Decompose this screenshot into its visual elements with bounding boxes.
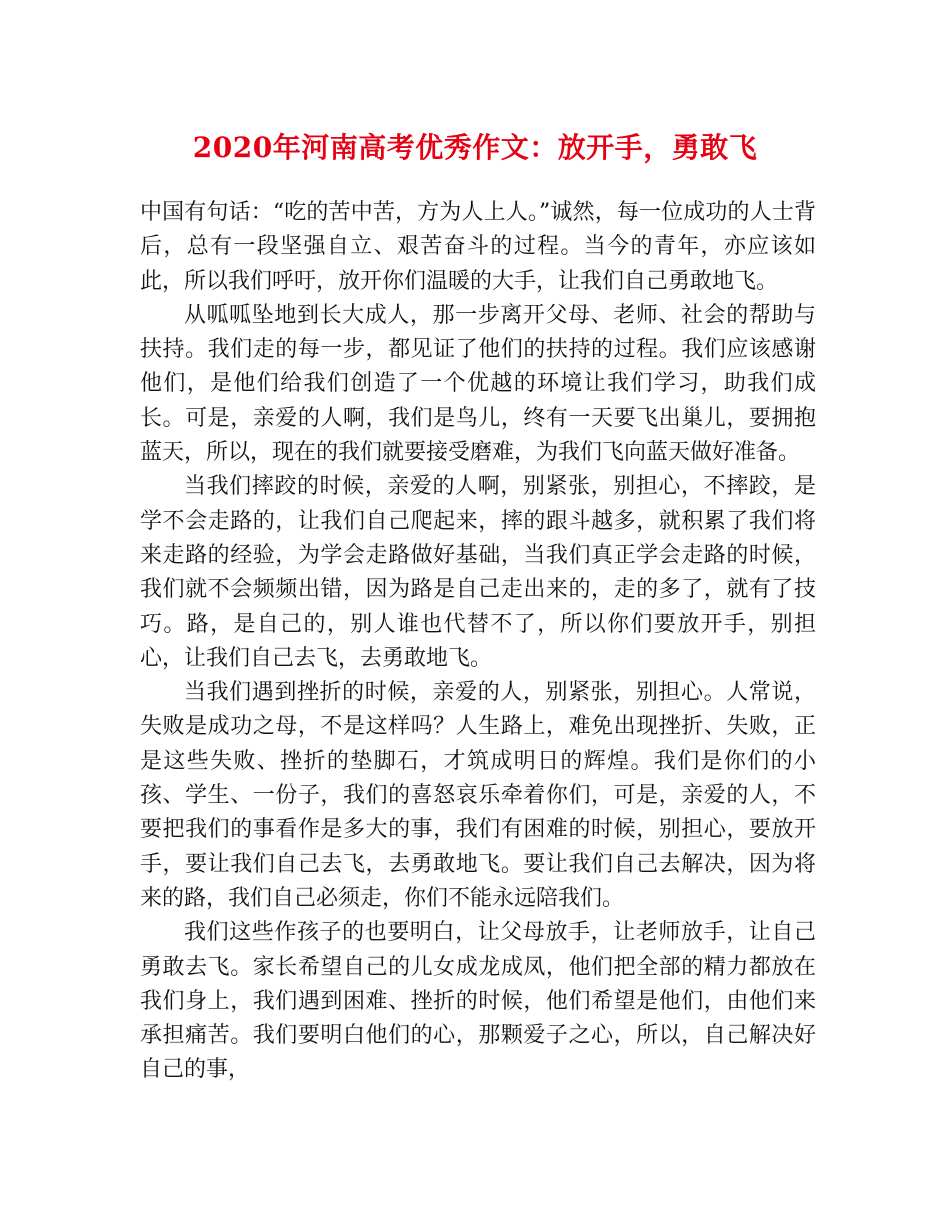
paragraph-3: 当我们摔跤的时候，亲爱的人啊，别紧张，别担心，不摔跤，是学不会走路的，让我们自己爬起来，摔的跟斗越多，就积累了我们将来走路的经验，为学会走路做好基础，当我们真正学会走路的时候，我们就不会频频出错，因为路是自己走出来的，走的多了，就有了技巧。路，是自己的，别人谁也代替不了，所以你们要放开手，别担心，让我们自己去飞，去勇敢地飞。 bbox=[140, 474, 816, 671]
paragraph-1: 中国有句话：“吃的苦中苦，方为人上人。”诚然，每一位成功的人士背后，总有一段坚强自立、艰苦奋斗的过程。当今的青年，亦应该如此，所以我们呼吁，放开你们温暖的大手，让我们自己勇敢地飞。 bbox=[140, 200, 816, 294]
document-body bbox=[140, 196, 816, 1088]
paragraph-5: 我们这些作孩子的也要明白，让父母放手，让老师放手，让自己勇敢去飞。家长希望自己的儿女成龙成凤，他们把全部的精力都放在我们身上，我们遇到困难、挫折的时候，他们希望是他们，由他们来承担痛苦。我们要明白他们的心，那颗爱子之心，所以，自己解决好自己的事， bbox=[140, 920, 816, 1083]
paragraph-4: 当我们遇到挫折的时候，亲爱的人，别紧张，别担心。人常说，失败是成功之母，不是这样吗？人生路上，难免出现挫折、失败，正是这些失败、挫折的垫脚石，才筑成明日的辉煌。我们是你们的小孩、学生、一份子，我们的喜怒哀乐牵着你们，可是，亲爱的人，不要把我们的事看作是多大的事，我们有困难的时候，别担心，要放开手，要让我们自己去飞，去勇敢地飞。要让我们自己去解决，因为将来的路，我们自己必须走，你们不能永远陪我们。 bbox=[140, 680, 816, 911]
paragraph-2: 从呱呱坠地到长大成人，那一步离开父母、老师、社会的帮助与扶持。我们走的每一步，都见证了他们的扶持的过程。我们应该感谢他们，是他们给我们创造了一个优越的环境让我们学习，助我们成长。可是，亲爱的人啊，我们是鸟儿，终有一天要飞出巢儿，要拥抱蓝天，所以，现在的我们就要接受磨难，为我们飞向蓝天做好准备。 bbox=[140, 302, 816, 466]
document-title: 2020年河南高考优秀作文：放开手，勇敢飞 bbox=[192, 131, 758, 164]
